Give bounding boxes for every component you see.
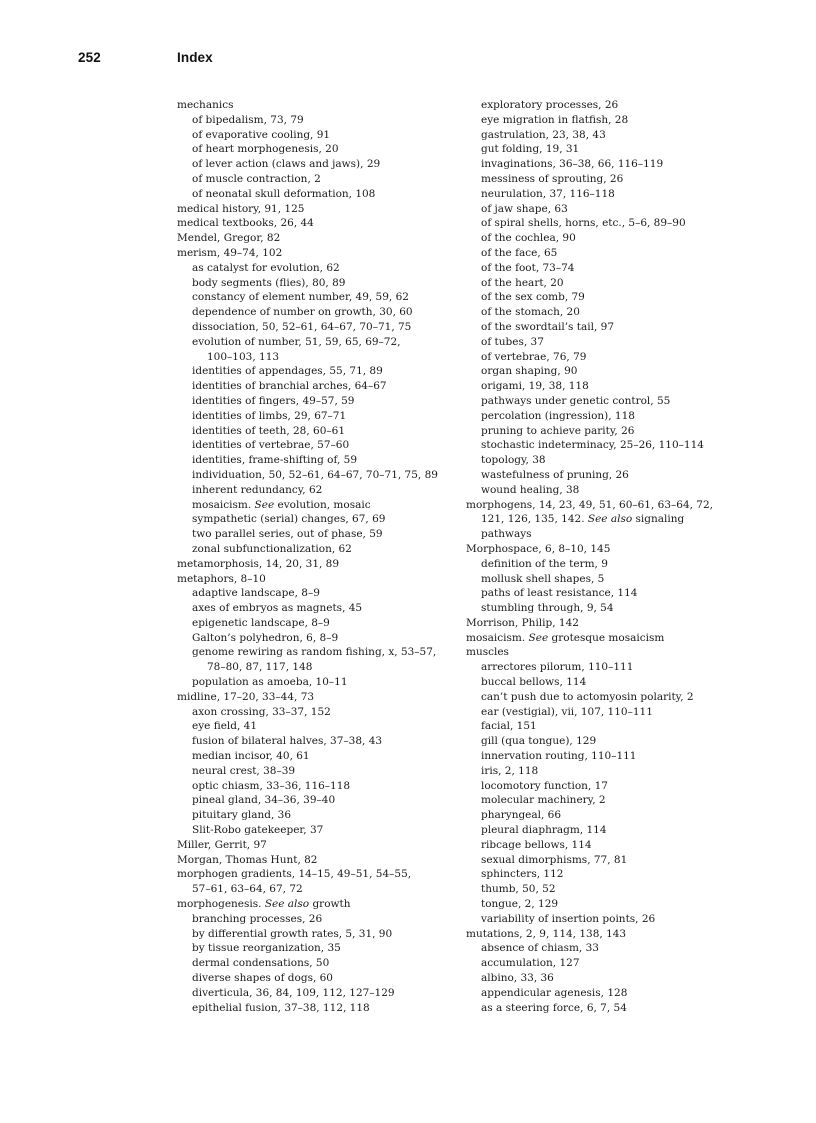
index-entry (177, 897, 459, 912)
entry-text: sympathetic (serial) changes, 67, 69 (192, 513, 386, 526)
entry-text: ear (vestigial), vii, 107, 110–111 (481, 705, 653, 718)
index-subentry (466, 705, 756, 720)
entry-text: of tubes, 37 (481, 335, 544, 348)
entry-text: locomotory function, 17 (481, 779, 608, 792)
entry-text: Morgan, Thomas Hunt, 82 (177, 853, 318, 866)
index-subentry (466, 483, 756, 498)
entry-text: exploratory processes, 26 (481, 99, 619, 111)
entry-text: mechanics (177, 99, 234, 111)
index-subentry (177, 764, 459, 779)
entry-text: stochastic indeterminacy, 25–26, 110–114 (481, 439, 704, 452)
index-subentry (177, 142, 459, 157)
index-subentry (466, 424, 756, 439)
index-subentry (177, 305, 459, 320)
entry-text: morphogens, 14, 23, 49, 51, 60–61, 63–64, 72, (466, 498, 714, 511)
entry-text: Mendel, Gregor, 82 (177, 232, 281, 245)
entry-text: invaginations, 36–38, 66, 116–119 (481, 158, 664, 171)
index-subentry (466, 986, 756, 1001)
entry-text: inherent redundancy, 62 (192, 483, 323, 496)
index-subentry (466, 187, 756, 202)
entry-text: medical history, 91, 125 (177, 202, 305, 215)
entry-text: pleural diaphragm, 114 (481, 824, 607, 837)
index-entry (177, 202, 459, 217)
entry-text: muscles (466, 646, 509, 659)
entry-text: of spiral shells, horns, etc., 5–6, 89–90 (481, 217, 686, 230)
index-subentry (466, 320, 756, 335)
see-target: evolution, mosaic (274, 498, 371, 511)
index-subentry (466, 409, 756, 424)
entry-text: gill (qua tongue), 129 (481, 735, 597, 748)
index-subentry (466, 468, 756, 483)
index-subentry (177, 912, 459, 927)
entry-text: of the sex comb, 79 (481, 291, 585, 304)
entry-text: diverse shapes of dogs, 60 (192, 972, 333, 985)
entry-text: optic chiasm, 33–36, 116–118 (192, 779, 351, 792)
index-subentry (177, 1001, 459, 1016)
entry-text: branching processes, 26 (192, 912, 323, 925)
index-subentry (466, 172, 756, 187)
entry-text: buccal bellows, 114 (481, 676, 587, 689)
index-subentry (466, 749, 756, 764)
entry-text: gastrulation, 23, 38, 43 (481, 128, 606, 141)
entry-text: Miller, Gerrit, 97 (177, 838, 267, 851)
index-subentry (177, 498, 459, 513)
entry-text: mosaicism. (466, 631, 529, 644)
index-entry (177, 557, 459, 572)
index-subentry (177, 645, 459, 660)
entry-text: wound healing, 38 (481, 483, 580, 496)
index-entry (177, 231, 459, 246)
entry-text: axon crossing, 33–37, 152 (192, 705, 331, 718)
index-subentry (466, 142, 756, 157)
entry-text: identities, frame-shifting of, 59 (192, 454, 358, 467)
entry-text: dependence of number on growth, 30, 60 (192, 306, 413, 319)
index-subentry (466, 853, 756, 868)
index-entry (177, 246, 459, 261)
entry-text: percolation (ingression), 118 (481, 409, 635, 422)
entry-text: 78–80, 87, 117, 148 (207, 661, 313, 674)
entry-text: morphogenesis. (177, 898, 265, 911)
index-entry (177, 690, 459, 705)
entry-text: sexual dimorphisms, 77, 81 (481, 853, 628, 866)
page-title: Index (177, 50, 213, 65)
index-entry (177, 882, 459, 897)
entry-text: of bipedalism, 73, 79 (192, 113, 304, 126)
entry-text: 100–103, 113 (207, 350, 280, 363)
index-subentry (466, 438, 756, 453)
entry-text: medical textbooks, 26, 44 (177, 217, 314, 230)
index-subentry (466, 379, 756, 394)
index-subentry (466, 586, 756, 601)
entry-text: metamorphosis, 14, 20, 31, 89 (177, 557, 340, 570)
index-subentry (466, 453, 756, 468)
index-entry (466, 927, 756, 942)
entry-text: molecular machinery, 2 (481, 794, 606, 807)
entry-text: identities of fingers, 49–57, 59 (192, 394, 355, 407)
entry-text: of the face, 65 (481, 246, 558, 259)
see-target: signaling (632, 513, 685, 526)
entry-text: albino, 33, 36 (481, 972, 554, 985)
entry-text: of jaw shape, 63 (481, 202, 568, 215)
entry-text: pathways under genetic control, 55 (481, 394, 671, 407)
entry-text: accumulation, 127 (481, 957, 580, 970)
index-subentry (177, 424, 459, 439)
index-subentry (466, 335, 756, 350)
index-subentry (466, 779, 756, 794)
entry-text: iris, 2, 118 (481, 764, 539, 777)
index-subentry (177, 675, 459, 690)
entry-text: by tissue reorganization, 35 (192, 942, 341, 955)
index-subentry (177, 453, 459, 468)
entry-text: paths of least resistance, 114 (481, 587, 638, 600)
entry-text: zonal subfunctionalization, 62 (192, 542, 352, 555)
index-subentry (466, 971, 756, 986)
index-subentry (466, 823, 756, 838)
index-subentry (177, 705, 459, 720)
entry-text: pharyngeal, 66 (481, 809, 562, 822)
index-subentry (466, 113, 756, 128)
index-subentry (177, 660, 459, 675)
entry-text: topology, 38 (481, 454, 546, 467)
entry-text: tongue, 2, 129 (481, 898, 559, 911)
entry-text: identities of appendages, 55, 71, 89 (192, 365, 383, 378)
index-subentry (177, 468, 459, 483)
index-subentry (177, 542, 459, 557)
index-entry (466, 645, 756, 660)
index-subentry (177, 793, 459, 808)
entry-text: 121, 126, 135, 142. (481, 513, 588, 526)
entry-text: neural crest, 38–39 (192, 764, 296, 777)
index-entry (177, 572, 459, 587)
index-subentry (466, 557, 756, 572)
index-subentry (466, 897, 756, 912)
index-subentry (466, 956, 756, 971)
index-subentry (177, 261, 459, 276)
entry-text: dissociation, 50, 52–61, 64–67, 70–71, 75 (192, 320, 412, 333)
entry-text: organ shaping, 90 (481, 365, 578, 378)
index-subentry (177, 941, 459, 956)
entry-text: of the cochlea, 90 (481, 232, 576, 245)
index-subentry (466, 793, 756, 808)
entry-text: mollusk shell shapes, 5 (481, 572, 605, 585)
index-subentry (177, 749, 459, 764)
index-subentry (466, 675, 756, 690)
entry-text: innervation routing, 110–111 (481, 750, 637, 763)
entry-text: of neonatal skull deformation, 108 (192, 187, 376, 200)
entry-text: constancy of element number, 49, 59, 62 (192, 291, 409, 304)
entry-text: epigenetic landscape, 8–9 (192, 616, 330, 629)
entry-text: arrectores pilorum, 110–111 (481, 661, 634, 674)
index-column-right (466, 98, 756, 1015)
index-subentry (466, 882, 756, 897)
entry-text: of lever action (claws and jaws), 29 (192, 158, 381, 171)
entry-text: evolution of number, 51, 59, 65, 69–72, (192, 335, 401, 348)
entry-text: identities of branchial arches, 64–67 (192, 380, 387, 393)
index-entry (466, 631, 756, 646)
index-entry (466, 512, 756, 527)
index-subentry (466, 764, 756, 779)
index-entry (177, 838, 459, 853)
index-subentry (177, 128, 459, 143)
entry-text: of the swordtail’s tail, 97 (481, 320, 615, 333)
entry-text: messiness of sprouting, 26 (481, 172, 624, 185)
index-entry (177, 867, 459, 882)
index-subentry (466, 231, 756, 246)
index-entry (177, 216, 459, 231)
entry-text: mutations, 2, 9, 114, 138, 143 (466, 927, 627, 940)
index-subentry (466, 734, 756, 749)
entry-text: pituitary gland, 36 (192, 809, 292, 822)
index-entry (177, 853, 459, 868)
index-subentry (177, 335, 459, 350)
index-entry (466, 616, 756, 631)
index-subentry (177, 779, 459, 794)
index-subentry (177, 734, 459, 749)
index-subentry (177, 438, 459, 453)
index-subentry (177, 808, 459, 823)
entry-text: genome rewiring as random fishing, x, 53–57, (192, 646, 437, 659)
entry-text: stumbling through, 9, 54 (481, 602, 614, 615)
entry-text: eye field, 41 (192, 720, 258, 733)
index-subentry (466, 601, 756, 616)
entry-text: merism, 49–74, 102 (177, 246, 283, 259)
index-subentry (177, 172, 459, 187)
page-number: 252 (78, 50, 101, 65)
see-reference: See (254, 498, 275, 511)
entry-text: pruning to achieve parity, 26 (481, 424, 635, 437)
index-subentry (177, 956, 459, 971)
index-subentry (466, 290, 756, 305)
entry-text: mosaicism. (192, 498, 255, 511)
index-subentry (177, 320, 459, 335)
index-subentry (177, 527, 459, 542)
entry-text: by differential growth rates, 5, 31, 90 (192, 927, 393, 940)
entry-text: body segments (flies), 80, 89 (192, 276, 346, 289)
entry-text: Slit-Robo gatekeeper, 37 (192, 824, 324, 837)
index-subentry (466, 690, 756, 705)
index-subentry (466, 941, 756, 956)
entry-text: as catalyst for evolution, 62 (192, 261, 340, 274)
entry-text: thumb, 50, 52 (481, 883, 556, 896)
entry-text: epithelial fusion, 37–38, 112, 118 (192, 1001, 370, 1014)
index-subentry (466, 660, 756, 675)
index-subentry (466, 912, 756, 927)
index-subentry (466, 1001, 756, 1016)
index-subentry (466, 867, 756, 882)
entry-text: wastefulness of pruning, 26 (481, 468, 629, 481)
entry-text: midline, 17–20, 33–44, 73 (177, 690, 315, 703)
index-subentry (177, 113, 459, 128)
index-subentry (177, 719, 459, 734)
entry-text: neurulation, 37, 116–118 (481, 187, 615, 200)
entry-text: identities of vertebrae, 57–60 (192, 439, 350, 452)
index-subentry (177, 276, 459, 291)
index-subentry (177, 631, 459, 646)
index-subentry (177, 986, 459, 1001)
index-entry (177, 98, 459, 113)
entry-text: diverticula, 36, 84, 109, 112, 127–129 (192, 986, 395, 999)
index-subentry (177, 379, 459, 394)
index-subentry (466, 157, 756, 172)
index-subentry (177, 616, 459, 631)
index-entry (466, 527, 756, 542)
index-subentry (177, 409, 459, 424)
entry-text: 57–61, 63–64, 67, 72 (192, 883, 303, 896)
entry-text: median incisor, 40, 61 (192, 750, 310, 763)
see-target: growth (309, 898, 351, 911)
index-subentry (466, 719, 756, 734)
entry-text: origami, 19, 38, 118 (481, 380, 589, 393)
index-subentry (466, 202, 756, 217)
index-subentry (177, 601, 459, 616)
index-subentry (466, 246, 756, 261)
index-subentry (466, 394, 756, 409)
see-target: grotesque mosaicism (548, 631, 665, 644)
entry-text: of vertebrae, 76, 79 (481, 350, 587, 363)
entry-text: axes of embryos as magnets, 45 (192, 602, 363, 615)
entry-text: definition of the term, 9 (481, 557, 608, 570)
index-subentry (466, 261, 756, 276)
entry-text: as a steering force, 6, 7, 54 (481, 1001, 627, 1014)
entry-text: of heart morphogenesis, 20 (192, 143, 339, 156)
entry-text: pathways (481, 528, 532, 541)
entry-text: facial, 151 (481, 720, 537, 733)
index-subentry (177, 364, 459, 379)
entry-text: variability of insertion points, 26 (481, 912, 656, 925)
index-entry (466, 498, 756, 513)
entry-text: identities of teeth, 28, 60–61 (192, 424, 346, 437)
entry-text: morphogen gradients, 14–15, 49–51, 54–55, (177, 868, 412, 881)
entry-text: eye migration in flatfish, 28 (481, 113, 629, 126)
index-entry (466, 542, 756, 557)
entry-text: Galton’s polyhedron, 6, 8–9 (192, 631, 339, 644)
entry-text: Morrison, Philip, 142 (466, 616, 579, 629)
see-reference: See (528, 631, 549, 644)
entry-text: appendicular agenesis, 128 (481, 986, 628, 999)
entry-text: dermal condensations, 50 (192, 957, 330, 970)
index-subentry (177, 187, 459, 202)
see-reference: See also (264, 898, 310, 911)
index-subentry (466, 98, 756, 113)
index-subentry (466, 808, 756, 823)
index-subentry (177, 823, 459, 838)
index-subentry (177, 483, 459, 498)
entry-text: Morphospace, 6, 8–10, 145 (466, 542, 611, 555)
entry-text: gut folding, 19, 31 (481, 143, 580, 156)
index-subentry (466, 572, 756, 587)
entry-text: of the heart, 20 (481, 276, 564, 289)
entry-text: metaphors, 8–10 (177, 572, 266, 585)
index-subentry (466, 305, 756, 320)
entry-text: two parallel series, out of phase, 59 (192, 528, 383, 541)
see-reference: See also (587, 513, 633, 526)
entry-text: individuation, 50, 52–61, 64–67, 70–71, 75, 89 (192, 468, 438, 481)
entry-text: pineal gland, 34–36, 39–40 (192, 794, 336, 807)
entry-text: adaptive landscape, 8–9 (192, 587, 320, 600)
index-subentry (466, 838, 756, 853)
index-subentry (466, 128, 756, 143)
index-subentry (466, 350, 756, 365)
entry-text: of evaporative cooling, 91 (192, 128, 331, 141)
entry-text: can’t push due to actomyosin polarity, 2 (481, 690, 694, 703)
index-subentry (466, 364, 756, 379)
entry-text: identities of limbs, 29, 67–71 (192, 409, 347, 422)
index-subentry (177, 350, 459, 365)
entry-text: of muscle contraction, 2 (192, 172, 321, 185)
entry-text: sphincters, 112 (481, 868, 564, 881)
entry-text: population as amoeba, 10–11 (192, 676, 348, 689)
index-subentry (177, 157, 459, 172)
index-subentry (177, 971, 459, 986)
index-subentry (177, 512, 459, 527)
entry-text: fusion of bilateral halves, 37–38, 43 (192, 735, 383, 748)
index-column-left (177, 98, 459, 1015)
index-subentry (177, 927, 459, 942)
index-subentry (177, 290, 459, 305)
entry-text: ribcage bellows, 114 (481, 838, 592, 851)
index-subentry (177, 394, 459, 409)
index-subentry (177, 586, 459, 601)
entry-text: of the foot, 73–74 (481, 261, 575, 274)
index-subentry (466, 276, 756, 291)
entry-text: of the stomach, 20 (481, 306, 580, 319)
entry-text: absence of chiasm, 33 (481, 942, 599, 955)
index-subentry (466, 216, 756, 231)
